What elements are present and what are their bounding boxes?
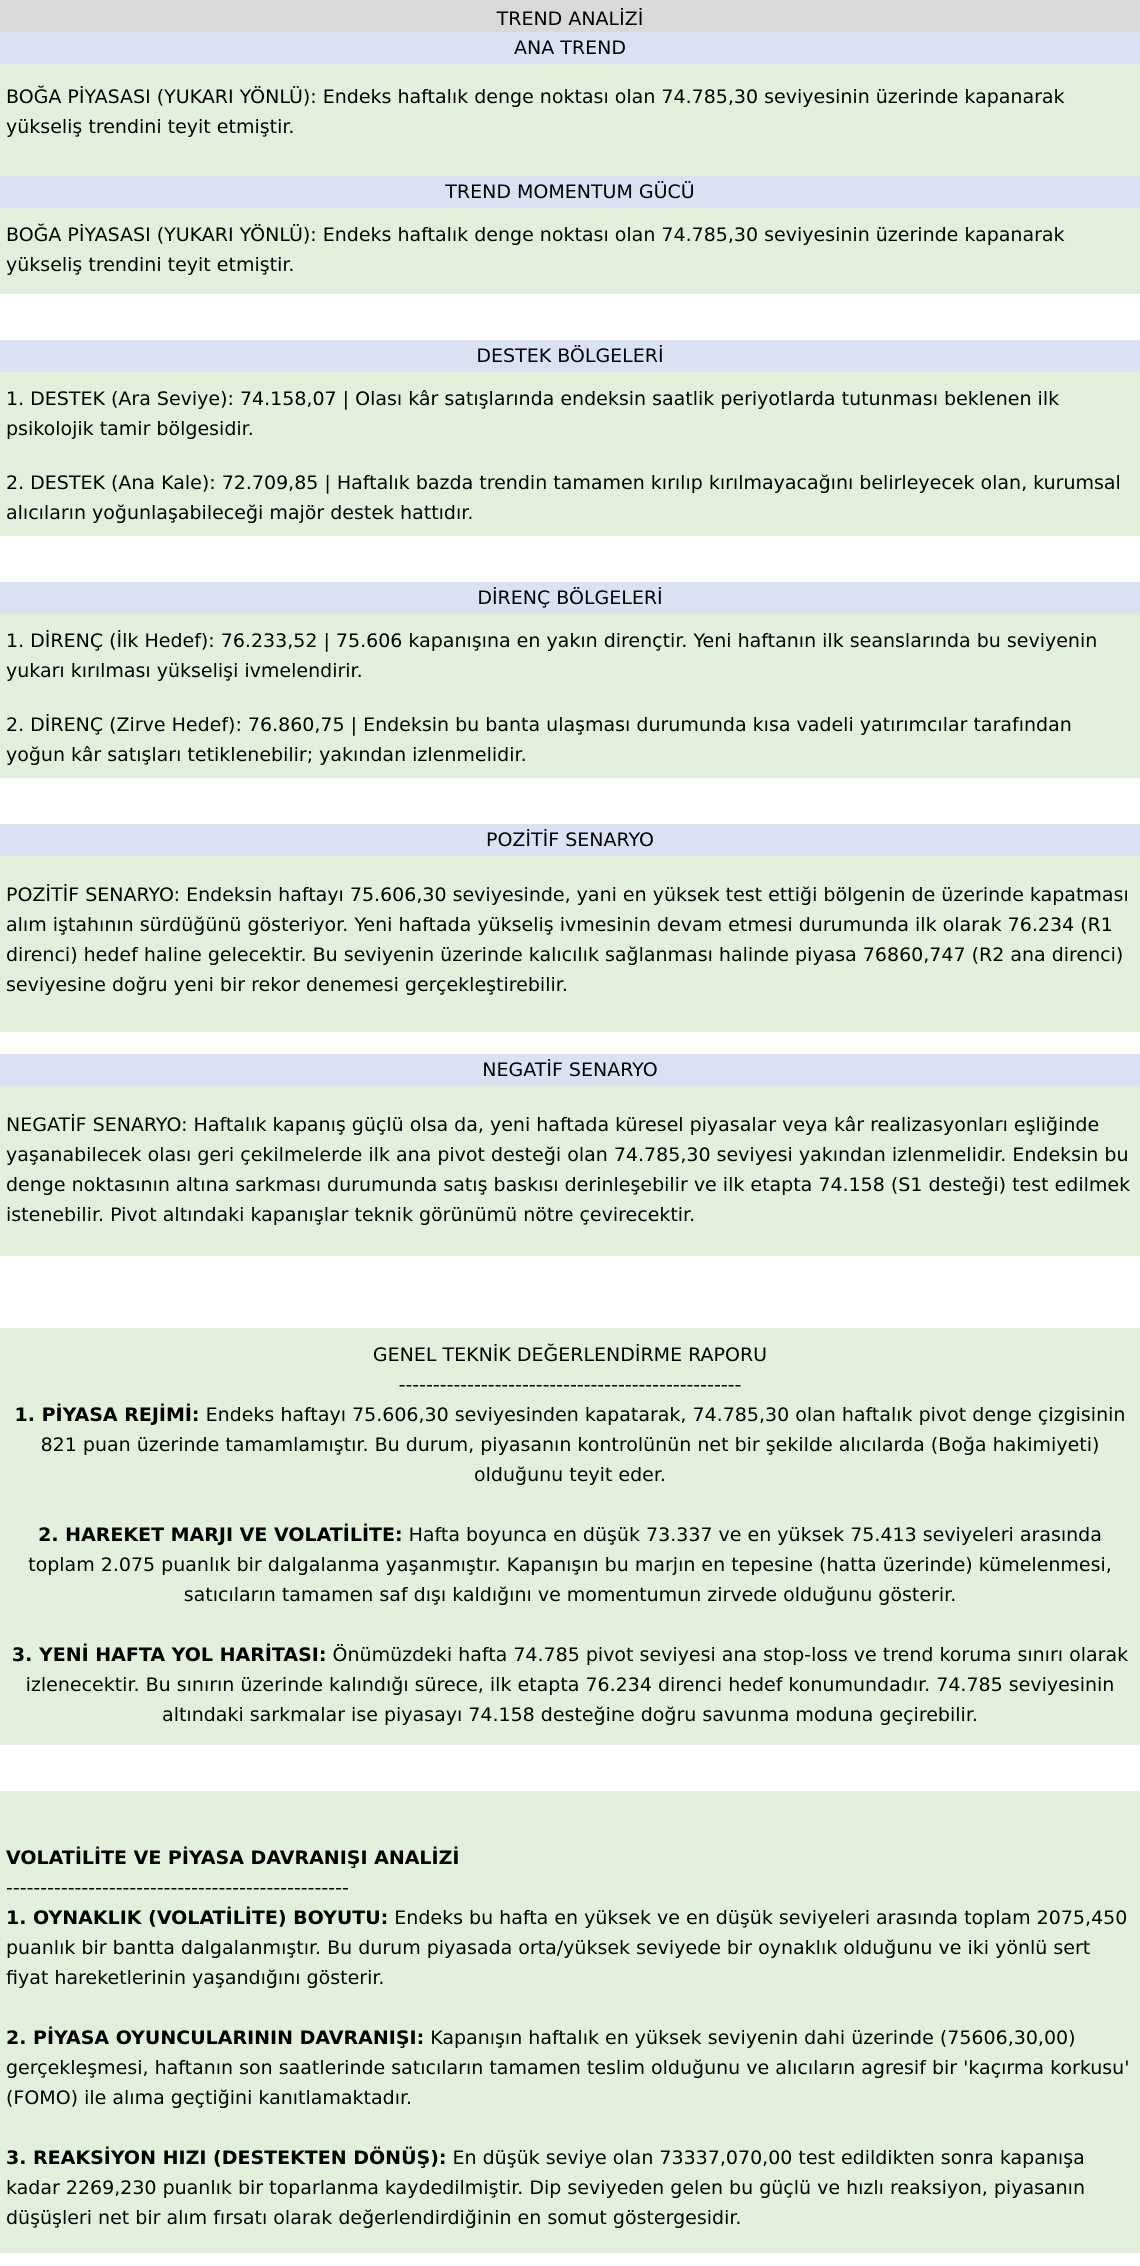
direnc-item: 2. DİRENÇ (Zirve Hedef): 76.860,75 | Endeksin bu banta ulaşması durumunda kısa vadeli yatırımcılar tarafından yoğun kâr satışları tetiklenebilir; yakından izlenmelidir.	[6, 714, 1072, 766]
direnc-header: DİRENÇ BÖLGELERİ	[0, 582, 1140, 614]
destek-item: 2. DESTEK (Ana Kale): 72.709,85 | Haftalık bazda trendin tamamen kırılıp kırılmayacağını belirleyecek olan, kurumsal alıcıların yoğunlaşabileceği majör destek hattıdır.	[6, 472, 1121, 524]
genel-rapor-item	[6, 1640, 1134, 1730]
volatilite-title: VOLATİLİTE VE PİYASA DAVRANIŞI ANALİZİ	[6, 1847, 460, 1869]
volatilite-analizi	[0, 1791, 1140, 2253]
genel-rapor-item	[6, 1400, 1134, 1490]
report-title: TREND ANALİZİ	[0, 0, 1140, 32]
spacer-row	[0, 1032, 1140, 1054]
destek-header: DESTEK BÖLGELERİ	[0, 340, 1140, 372]
spacer-row	[0, 536, 1140, 582]
volatilite-separator: --------------------------------------------------	[6, 1877, 349, 1899]
volatilite-item	[6, 2023, 1134, 2113]
destek-item: 1. DESTEK (Ara Seviye): 74.158,07 | Olası kâr satışlarında endeksin saatlik periyotlarda tutunması beklenen ilk psikolojik tamir bölgesidir.	[6, 388, 1060, 440]
pozitif-paragraph: POZİTİF SENARYO: Endeksin haftayı 75.606,30 seviyesinde, yani en yüksek test ettiği bölgenin de üzerinde kapatması alım iştahının sürdüğünü gösteriyor. Yeni haftada yükseliş ivmesinin devam etmesi durumunda ilk olarak 76.234 (R1 direnci) hedef haline gelecektir. Bu seviyenin üzerinde kalıcılık sağlanması halinde piyasa 76860,747 (R2 ana direnci) seviyesine doğru yeni bir rekor denemesi gerçekleştirebilir.	[6, 884, 1129, 996]
genel-rapor-separator: --------------------------------------------------	[398, 1374, 742, 1396]
ana-trend-paragraph: BOĞA PİYASASI (YUKARI YÖNLÜ): Endeks haftalık denge noktası olan 74.785,30 seviyesinin üzerinde kapanarak yükseliş trendini teyit etmiştir.	[6, 86, 1065, 138]
item-label: 1. PİYASA REJİMİ:	[14, 1404, 200, 1426]
spacer-row	[0, 778, 1140, 824]
item-text: Hafta boyunca en düşük 73.337 ve en yüksek 75.413 seviyeleri arasında toplam 2.075 puanlık bir dalgalanma yaşanmıştır. Kapanışın bu marjın en tepesine (hatta üzerinde) kümelenmesi, satıcıların tamamen saf dışı kaldığını ve momentumun zirvede olduğunu gösterir.	[28, 1524, 1112, 1606]
pozitif-header: POZİTİF SENARYO	[0, 824, 1140, 856]
item-text: Endeks bu hafta en yüksek ve en düşük seviyeleri arasında toplam 2075,450 puanlık bir bantta dalgalanmıştır. Bu durum piyasada orta/yüksek seviyede bir oynaklık olduğunu ve iki yönlü sert fiyat hareketlerinin yaşandığını gösterir.	[6, 1907, 1128, 1989]
item-text: Önümüzdeki hafta 74.785 pivot seviyesi ana stop-loss ve trend koruma sınırı olarak izlenecektir. Bu sınırın üzerinde kalındığı sürece, ilk etapta 76.234 direnci hedef konumundadır. 74.785 seviyesinin altındaki sarkmalar ise piyasayı 74.158 desteğine doğru savunma moduna geçirebilir.	[25, 1644, 1129, 1726]
spacer-row	[0, 294, 1140, 340]
genel-rapor-title: GENEL TEKNİK DEĞERLENDİRME RAPORU	[372, 1344, 768, 1366]
spacer-row	[0, 1256, 1140, 1328]
destek-list	[0, 372, 1140, 536]
spacer-row	[0, 1745, 1140, 1791]
negatif-header: NEGATİF SENARYO	[0, 1054, 1140, 1086]
item-text: Kapanışın haftalık en yüksek seviyenin dahi üzerinde (75606,30,00) gerçekleşmesi, haftanın son saatlerinde satıcıların tamamen teslim olduğunu ve alıcıların agresif bir 'kaçırma korkusu' (FOMO) ile alıma geçtiğini kanıtlamaktadır.	[6, 2027, 1130, 2109]
item-text: En düşük seviye olan 73337,070,00 test edildikten sonra kapanışa kadar 2269,230 puanlık bir toparlanma kaydedilmiştir. Dip seviyeden gelen bu güçlü ve hızlı reaksiyon, piyasanın düşüşleri net bir alım fırsatı olarak değerlendirdiğinin en somut göstergesidir.	[6, 2147, 1086, 2229]
negatif-text	[0, 1086, 1140, 1256]
direnc-list	[0, 614, 1140, 778]
ana-trend-text	[0, 64, 1140, 176]
negatif-paragraph: NEGATİF SENARYO: Haftalık kapanış güçlü olsa da, yeni haftada küresel piyasalar veya kâr realizasyonları eşliğinde yaşanabilecek olası geri çekilmelerde ilk ana pivot desteği olan 74.785,30 seviyesi yakından izlenmelidir. Endeksin bu denge noktasının altına sarkması durumunda satış baskısı derinleşebilir ve ilk etapta 74.158 (S1 desteği) test edilmek istenebilir. Pivot altındaki kapanışlar teknik görünümü nötre çevirecektir.	[6, 1114, 1131, 1226]
ana-trend-header: ANA TREND	[0, 32, 1140, 64]
item-label: 3. YENİ HAFTA YOL HARİTASI:	[11, 1644, 327, 1666]
item-label: 2. PİYASA OYUNCULARININ DAVRANIŞI:	[6, 2027, 425, 2049]
item-label: 1. OYNAKLIK (VOLATİLİTE) BOYUTU:	[6, 1907, 389, 1929]
volatilite-item	[6, 1903, 1134, 1993]
genel-rapor-item	[6, 1520, 1134, 1610]
direnc-item: 1. DİRENÇ (İlk Hedef): 76.233,52 | 75.606 kapanışına en yakın dirençtir. Yeni haftanın ilk seanslarında bu seviyenin yukarı kırılması yükselişi ivmelendirir.	[6, 630, 1098, 682]
item-label: 2. HAREKET MARJI VE VOLATİLİTE:	[38, 1524, 403, 1546]
item-text: Endeks haftayı 75.606,30 seviyesinden kapatarak, 74.785,30 olan haftalık pivot denge çizgisinin 821 puan üzerinde tamamlamıştır. Bu durum, piyasanın kontrolünün net bir şekilde alıcılarda (Boğa hakimiyeti) olduğunu teyit eder.	[40, 1404, 1126, 1486]
momentum-paragraph: BOĞA PİYASASI (YUKARI YÖNLÜ): Endeks haftalık denge noktası olan 74.785,30 seviyesinin üzerinde kapanarak yükseliş trendini teyit etmiştir.	[6, 224, 1065, 276]
genel-rapor	[0, 1328, 1140, 1745]
pozitif-text	[0, 856, 1140, 1032]
volatilite-item	[6, 2143, 1134, 2233]
item-label: 3. REAKSİYON HIZI (DESTEKTEN DÖNÜŞ):	[6, 2147, 447, 2169]
momentum-text	[0, 208, 1140, 294]
momentum-header: TREND MOMENTUM GÜCÜ	[0, 176, 1140, 208]
